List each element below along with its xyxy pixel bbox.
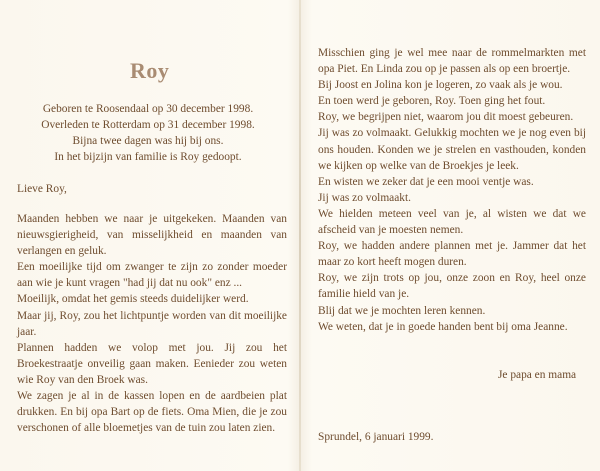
right-text-block	[318, 45, 586, 335]
paragraph: We zagen je al in de kassen lopen en de aardbeien plat drukken. En bij opa Bart op de fiets. Oma Mien, die je zou verschonen of alle bloemetjes van de tuin zou laten zien.	[17, 390, 287, 435]
intro-line: Overleden te Rotterdam op 31 december 1998.	[41, 119, 255, 131]
paragraph: Een moeilijke tijd om zwanger te zijn zo zonder moeder aan wie je kunt vragen "had jij dat nu ook" enz ...	[17, 261, 287, 290]
signature: Je papa en mama	[498, 369, 577, 381]
paragraph: Moeilijk, omdat het gemis steeds duidelijker werd.	[17, 293, 249, 306]
left-text-block	[17, 211, 287, 436]
paragraph: Jij was zo volmaakt.	[318, 191, 412, 204]
card-title: Roy	[130, 58, 170, 83]
paragraph: Maar jij, Roy, zou het lichtpuntje worden van dit moeilijke jaar.	[17, 309, 287, 338]
paragraph: En toen werd je geboren, Roy. Toen ging het fout.	[318, 95, 546, 108]
paragraph: Roy, we begrijpen niet, waarom jou dit moest gebeuren.	[318, 111, 574, 124]
card-fold	[299, 0, 301, 471]
paragraph: Plannen hadden we volop met jou. Jij zou het Broekestraatje onveilig gaan maken. Eenieder zou weten wie Roy van den Broek was.	[17, 341, 287, 386]
intro-line: Bijna twee dagen was hij bij ons.	[72, 135, 224, 147]
paragraph: Bij Joost en Jolina kon je logeren, zo vaak als je wou.	[318, 79, 563, 92]
paragraph: Blij dat we je mochten leren kennen.	[318, 304, 486, 317]
paragraph: Jij was zo volmaakt. Gelukkig mochten we je nog even bij ons houden. Konden we je strelen en vasthouden, konden we kijken op welke van de Broekjes je leek.	[318, 127, 586, 172]
paragraph: En wisten we zeker dat je een mooi ventje was.	[318, 175, 534, 188]
paragraph: Misschien ging je wel mee naar de rommelmarkten met opa Piet. En Linda zou op je passen als op een broertje.	[318, 47, 586, 76]
paragraph: Maanden hebben we naar je uitgekeken. Maanden van nieuwsgierigheid, van misselijkheid en maanden van verlangen en geluk.	[17, 213, 287, 258]
paragraph: We hielden meteen veel van je, al wisten we dat we afscheid van je moesten nemen.	[318, 207, 586, 237]
intro-block	[17, 101, 279, 165]
intro-line: Geboren te Roosendaal op 30 december 1998.	[42, 103, 254, 115]
greeting: Lieve Roy,	[17, 183, 67, 195]
intro-line: In het bijzijn van familie is Roy gedoopt.	[54, 151, 242, 163]
paragraph: Roy, we zijn trots op jou, onze zoon en Roy, heel onze familie hield van je.	[318, 272, 586, 301]
place-date: Sprundel, 6 januari 1999.	[318, 431, 434, 443]
paragraph: We weten, dat je in goede handen bent bij oma Jeanne.	[318, 320, 568, 333]
paragraph: Roy, we hadden andere plannen met je. Jammer dat het maar zo kort heeft mogen duren.	[318, 240, 586, 269]
